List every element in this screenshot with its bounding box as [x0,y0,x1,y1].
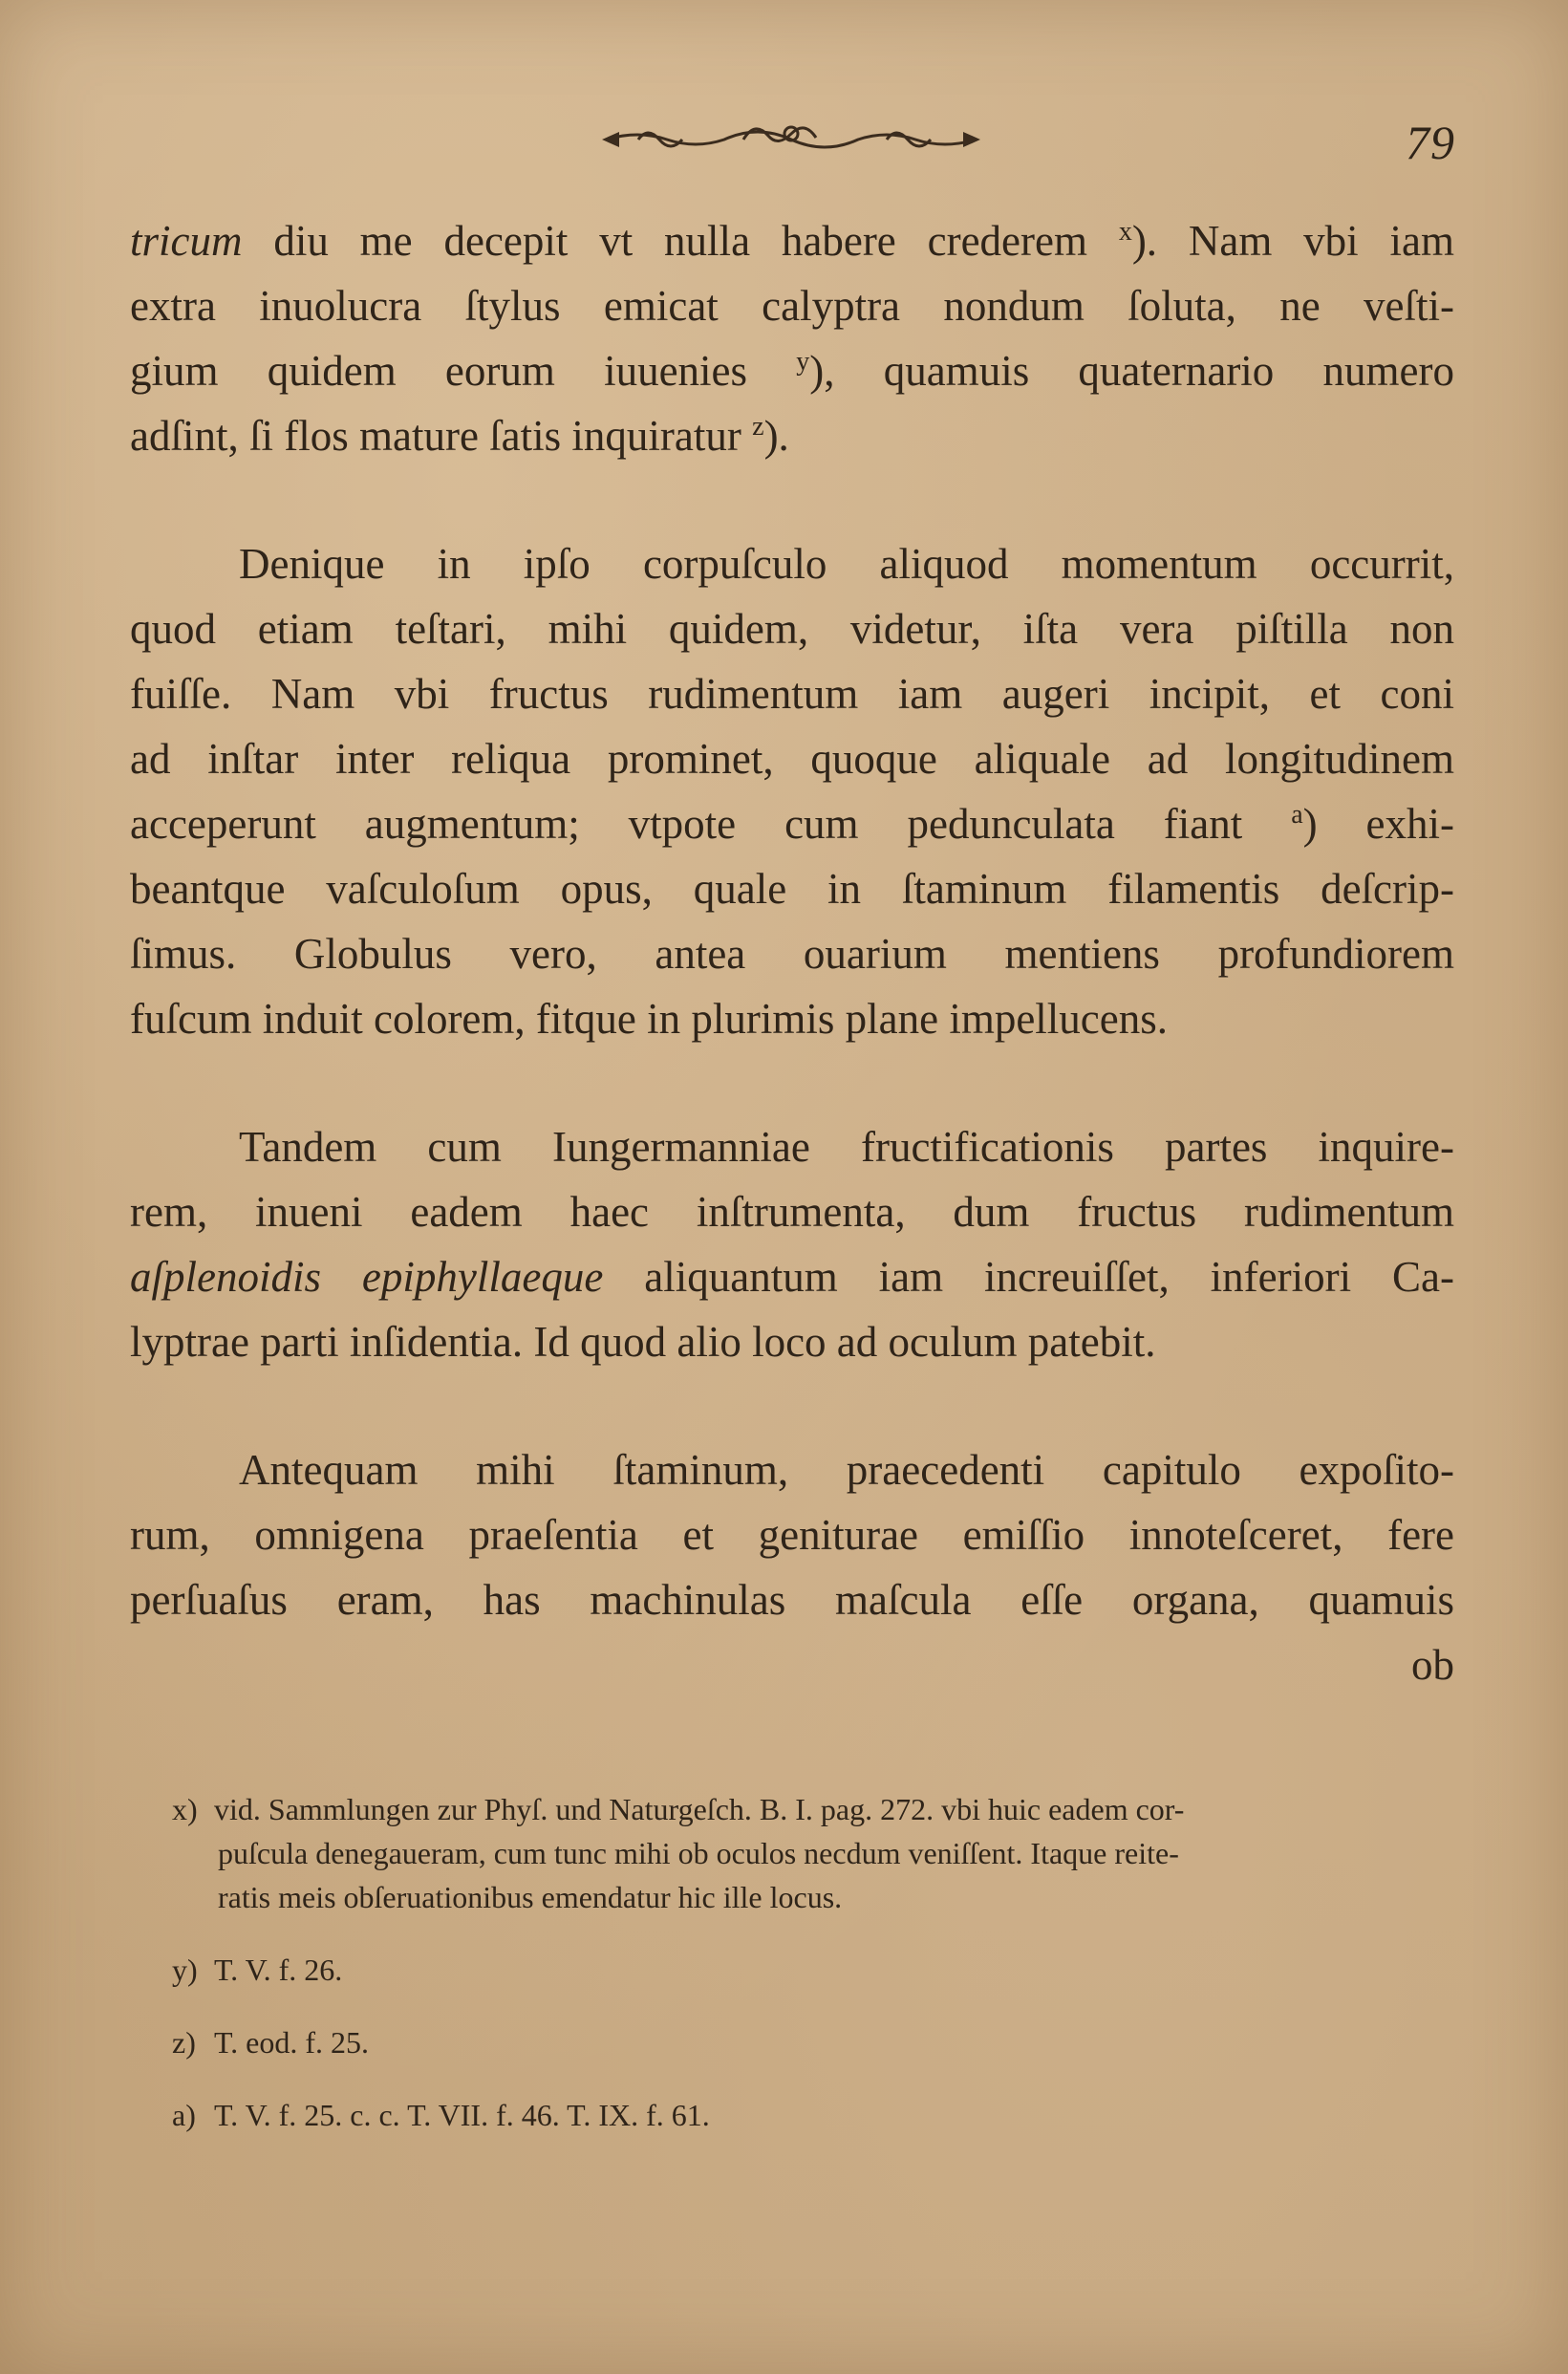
text-line: Denique in ipſo corpuſculo aliquod momentum occurrit, [239,540,1454,588]
footnote-z [172,2020,1454,2064]
text-line: gium quidem eorum iuuenies $^y$), quamuis quaternario numero [130,347,1454,395]
footnote-ref-x: x [1118,217,1132,247]
text-line-italic: tricum [130,217,243,265]
text-line: quod etiam teſtari, mihi quidem, videtur, iſta vera piſtilla non [130,605,1454,653]
main-text [130,208,1454,1697]
text-line: fuſcum induit colorem, fitque in plurimis plane impellucens. [130,995,1169,1043]
catchword: ob [1411,1641,1454,1689]
footnote-line: vid. Sammlungen zur Phyſ. und Naturgeſch. B. I. pag. 272. vbi huic eadem cor- [214,1792,1185,1826]
text-line: rum, omnigena praeſentia et geniturae emiſſio innoteſceret, fere [130,1511,1454,1559]
text-line: ad inſtar inter reliqua prominet, quoque aliquale ad longitudinem [130,735,1454,783]
text-line: perſuaſus eram, has machinulas maſcula eſſe organa, quamuis [130,1576,1454,1624]
paragraph-4 [130,1437,1454,1697]
text-line: aſplenoidis epiphyllaeque aliquantum iam increuiſſet, inferiori Ca- [130,1253,1454,1301]
footnote-text: T. eod. f. 25. [214,2025,370,2060]
text-line: extra inuolucra ſtylus emicat calyptra nondum ſoluta, ne veſti- [130,282,1454,330]
text-line: fuiſſe. Nam vbi fructus rudimentum iam augeri incipit, et coni [130,670,1454,718]
text-line: Antequam mihi ſtaminum, praecedenti capitulo expoſito- [239,1446,1454,1494]
text-line: beantque vaſculoſum opus, quale in ſtaminum filamentis deſcrip- [130,865,1454,913]
text-line: adſint, ſi flos mature ſatis inquiratur $^z$). [130,412,789,460]
footnotes [172,1787,1454,2137]
footnote-line: ratis meis obſeruationibus emendatur hic ille locus. [218,1880,843,1914]
footnote-text: T. V. f. 25. c. c. T. VII. f. 46. T. IX. f. 61. [214,2098,710,2132]
footnote-y [172,1948,1454,1992]
text-line: Tandem cum Iungermanniae fructificationis partes inquire- [239,1123,1454,1171]
footnote-ref-y: y [796,347,810,377]
header-ornament [600,113,982,166]
text-line-italic: aſplenoidis epiphyllaeque [130,1253,604,1301]
paragraph-1 [130,208,1454,468]
paragraph-2 [130,531,1454,1051]
page-number: 79 [1406,116,1455,169]
footnote-mark: y) [172,1953,198,1987]
paragraph-3 [130,1114,1454,1374]
footnote-a [172,2093,1454,2137]
footnote-x [172,1787,1454,1919]
footnote-mark: x) [172,1792,198,1826]
text-line: ſimus. Globulus vero, antea ouarium mentiens profundiorem [130,930,1454,978]
footnote-line: puſcula denegaueram, cum tunc mihi ob oculos necdum veniſſent. Itaque reite- [218,1836,1179,1870]
text-line: acceperunt augmentum; vtpote cum pedunculata fiant $^a$) exhi- [130,800,1454,848]
text-line: rem, inueni eadem haec inſtrumenta, dum fructus rudimentum [130,1188,1454,1236]
text-line: lyptrae parti inſidentia. Id quod alio loco ad oculum patebit. [130,1318,1156,1366]
footnote-text: T. V. f. 26. [214,1953,343,1987]
footnote-ref-a: a [1291,800,1303,830]
footnote-mark: z) [172,2025,196,2060]
footnote-ref-z: z [752,412,764,442]
text-line: tricum diu me decepit vt nulla habere crederem $^x$). Nam vbi iam [130,217,1454,265]
footnote-mark: a) [172,2098,196,2132]
